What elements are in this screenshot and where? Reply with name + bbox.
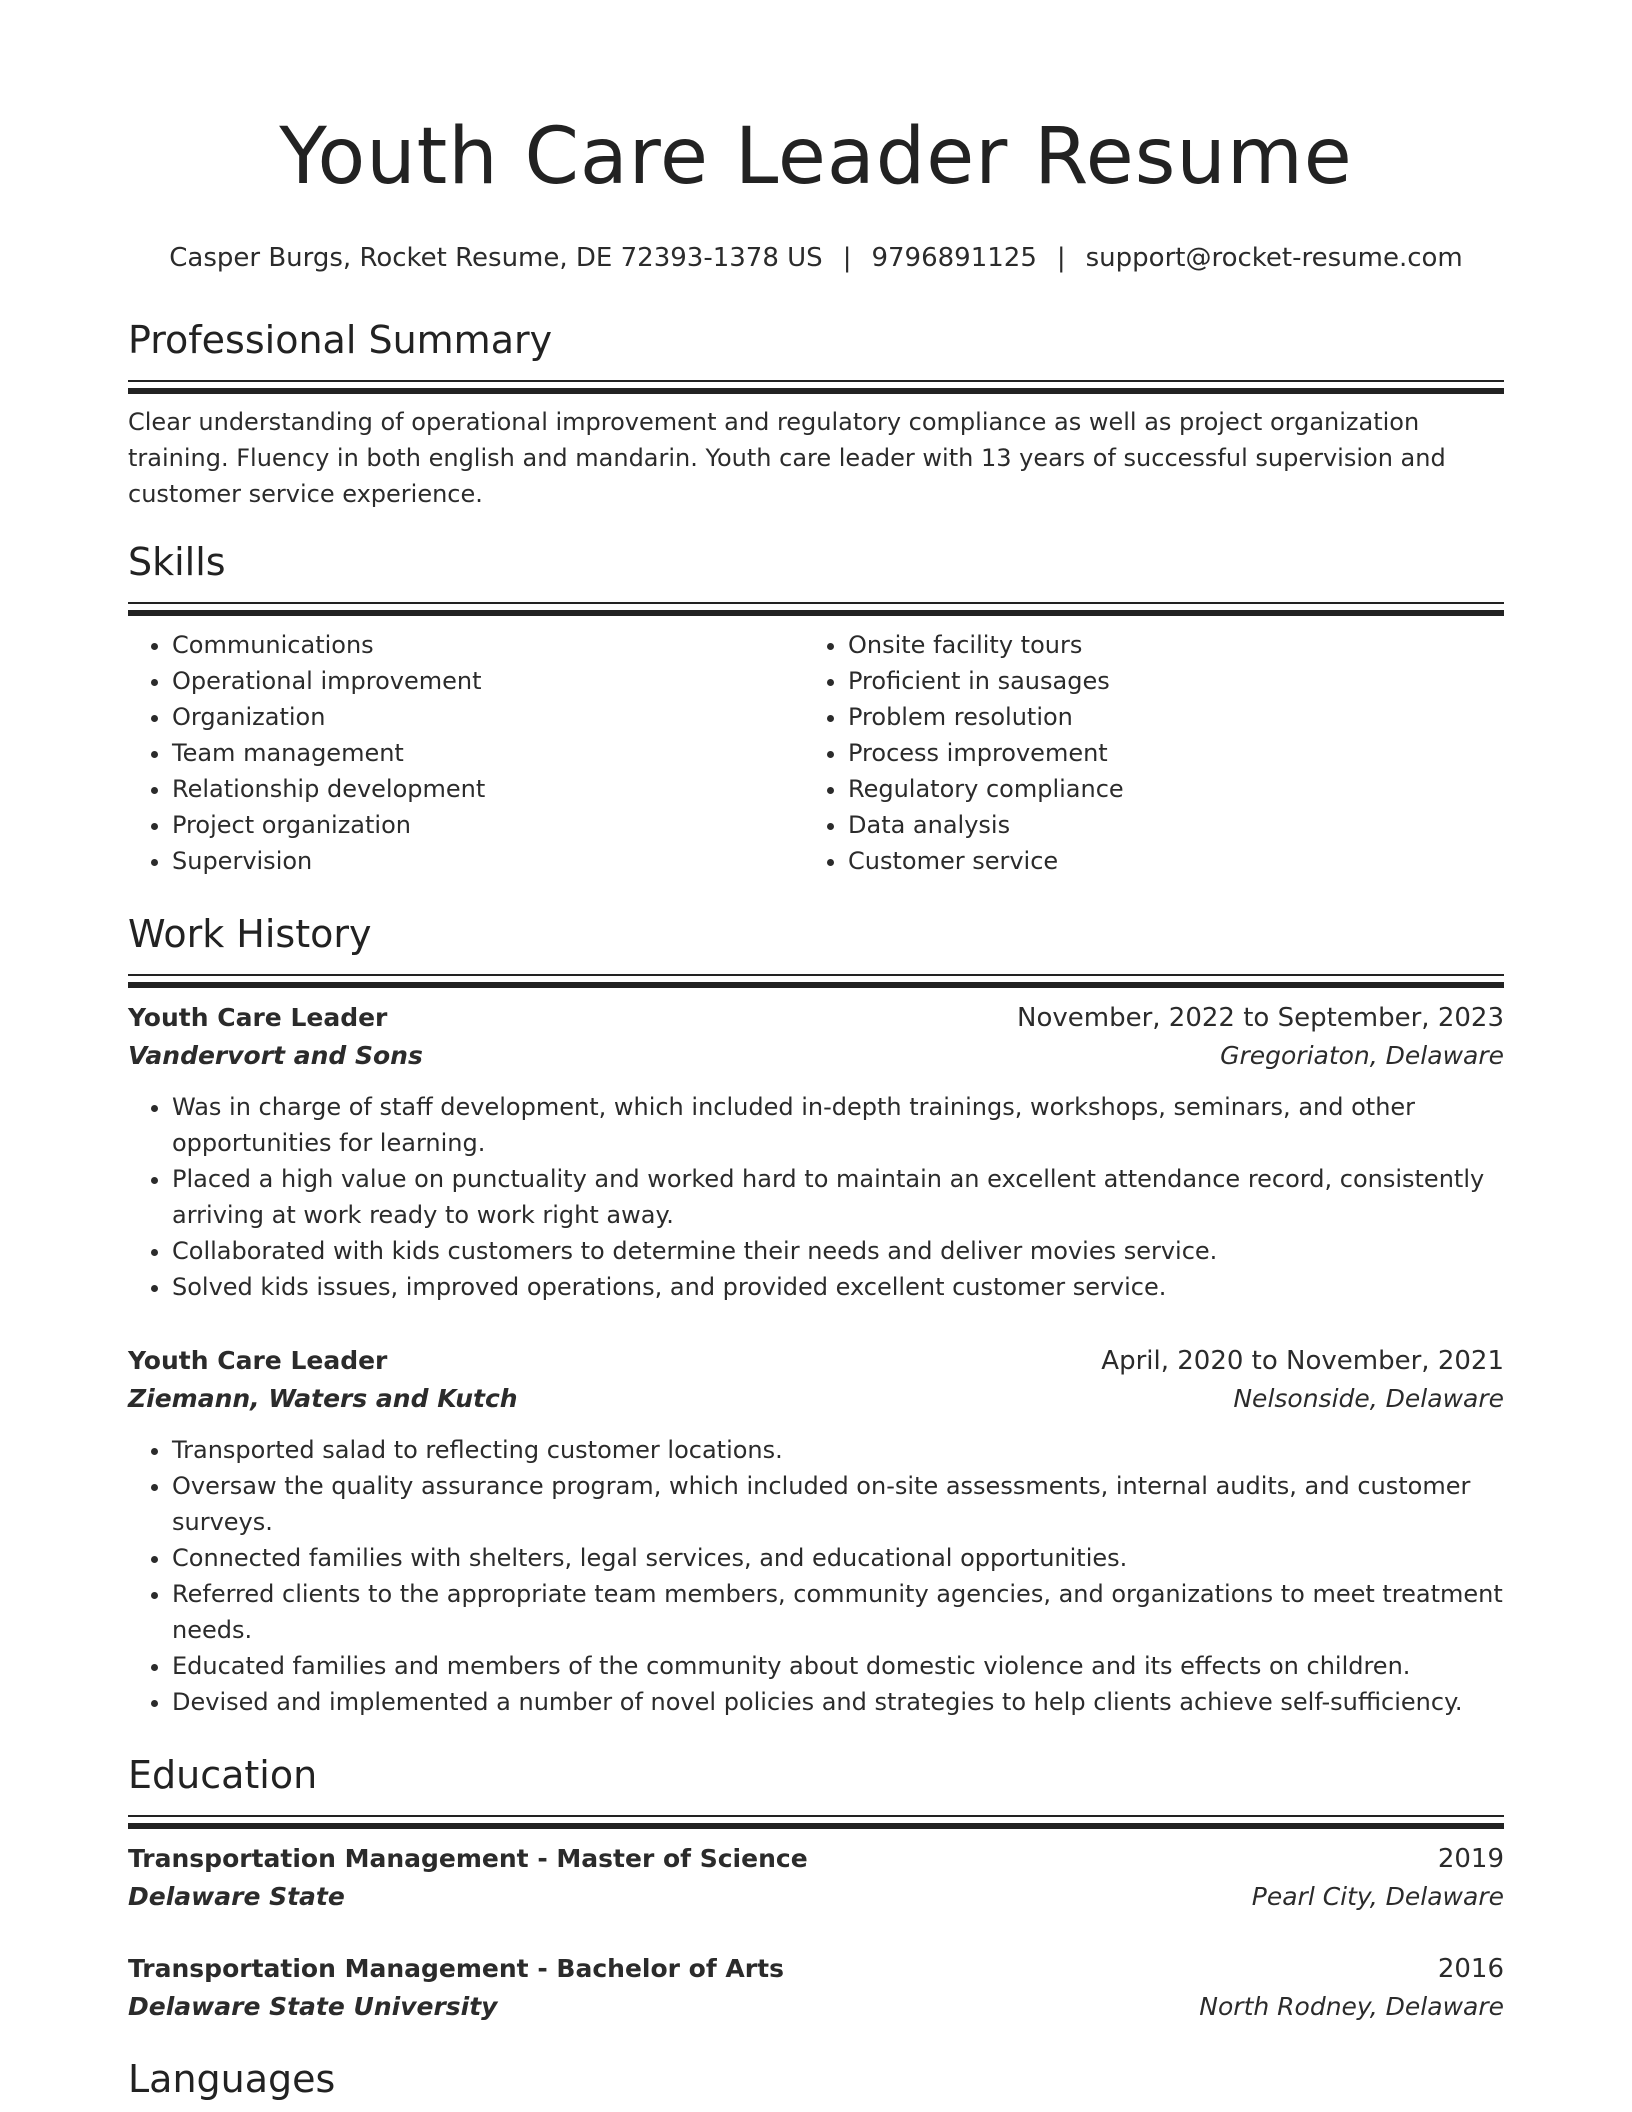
education-year: 2016 <box>1437 1954 1504 1984</box>
resume-title: Youth Care Leader Resume <box>279 112 1353 202</box>
contact-phone: 9796891125 <box>871 243 1037 273</box>
section-divider <box>128 1823 1504 1829</box>
education-location: Pearl City, Delaware <box>1251 1882 1504 1911</box>
skill-item: • Onsite facility tours <box>848 627 1444 663</box>
contact-address: Casper Burgs, Rocket Resume, DE 72393-1378 US <box>169 243 823 273</box>
skill-item: • Team management <box>172 735 768 771</box>
education-school: Delaware State University <box>128 1992 498 2021</box>
skill-item: • Data analysis <box>848 807 1444 843</box>
skill-item: • Organization <box>172 699 768 735</box>
job-responsibilities <box>128 1432 1504 1720</box>
section-divider <box>128 610 1504 616</box>
work-heading: Work History <box>128 912 372 956</box>
section-divider <box>128 388 1504 394</box>
section-divider <box>128 380 1504 382</box>
job-company: Ziemann, Waters and Kutch <box>128 1384 518 1413</box>
job-responsibilities <box>128 1089 1504 1305</box>
list-item: • Oversaw the quality assurance program, which included on-site assessments, internal audits, and customer surveys. <box>172 1468 1504 1540</box>
list-item: • Placed a high value on punctuality and worked hard to maintain an excellent attendance record, consistently arriving at work ready to work right away. <box>172 1161 1504 1233</box>
list-item: • Devised and implemented a number of novel policies and strategies to help clients achieve self-sufficiency. <box>172 1684 1504 1720</box>
languages-heading: Languages <box>128 2057 336 2101</box>
work-section-header <box>128 912 1504 988</box>
skills-column-left <box>128 627 768 879</box>
job-entry <box>128 1342 1504 1720</box>
skill-item: • Operational improvement <box>172 663 768 699</box>
list-item: • Was in charge of staff development, which included in-depth trainings, workshops, seminars, and other opportunities for learning. <box>172 1089 1504 1161</box>
skill-item: • Customer service <box>848 843 1444 879</box>
contact-separator: | <box>842 243 852 273</box>
list-item: • Educated families and members of the community about domestic violence and its effects on children. <box>172 1648 1504 1684</box>
list-item: • Collaborated with kids customers to determine their needs and deliver movies service. <box>172 1233 1504 1269</box>
education-entry <box>128 1840 1504 1916</box>
education-heading: Education <box>128 1753 318 1797</box>
skill-item: • Regulatory compliance <box>848 771 1444 807</box>
skills-list <box>128 627 1504 887</box>
education-degree: Transportation Management - Master of Science <box>128 1844 808 1873</box>
skills-section-header <box>128 540 1504 616</box>
education-school: Delaware State <box>128 1882 345 1911</box>
section-divider <box>128 1815 1504 1817</box>
education-degree: Transportation Management - Bachelor of Arts <box>128 1954 784 1983</box>
job-dates: November, 2022 to September, 2023 <box>1017 1003 1504 1033</box>
skill-item: • Communications <box>172 627 768 663</box>
section-divider <box>128 602 1504 604</box>
list-item: • Referred clients to the appropriate team members, community agencies, and organizations to meet treatment needs. <box>172 1576 1504 1648</box>
list-item: • Connected families with shelters, legal services, and educational opportunities. <box>172 1540 1504 1576</box>
summary-section-header <box>128 318 1504 394</box>
contact-email: support@rocket-resume.com <box>1085 243 1463 273</box>
languages-section-header <box>128 2057 1504 2101</box>
skill-item: • Project organization <box>172 807 768 843</box>
skill-item: • Proficient in sausages <box>848 663 1444 699</box>
education-year: 2019 <box>1437 1844 1504 1874</box>
skills-column-right <box>804 627 1444 879</box>
skill-item: • Process improvement <box>848 735 1444 771</box>
skills-heading: Skills <box>128 540 226 584</box>
job-location: Nelsonside, Delaware <box>1233 1384 1504 1413</box>
job-title: Youth Care Leader <box>128 1003 388 1032</box>
job-title: Youth Care Leader <box>128 1346 388 1375</box>
job-company: Vandervort and Sons <box>128 1041 423 1070</box>
section-divider <box>128 974 1504 976</box>
skill-item: • Supervision <box>172 843 768 879</box>
skill-item: • Problem resolution <box>848 699 1444 735</box>
section-divider <box>128 982 1504 988</box>
list-item: • Transported salad to reflecting customer locations. <box>172 1432 1504 1468</box>
contact-separator: | <box>1056 243 1066 273</box>
education-entry <box>128 1950 1504 2026</box>
education-section-header <box>128 1753 1504 1829</box>
resume-content <box>128 0 1504 2112</box>
summary-heading: Professional Summary <box>128 318 553 362</box>
list-item: • Solved kids issues, improved operations, and provided excellent customer service. <box>172 1269 1504 1305</box>
summary-text: Clear understanding of operational improvement and regulatory compliance as well as project organization training. Fluency in both english and mandarin. Youth care leader with 13 years of successful supervision and customer service experience. <box>128 408 1446 508</box>
job-location: Gregoriaton, Delaware <box>1220 1041 1504 1070</box>
job-dates: April, 2020 to November, 2021 <box>1101 1346 1504 1376</box>
job-entry <box>128 999 1504 1305</box>
skill-item: • Relationship development <box>172 771 768 807</box>
education-location: North Rodney, Delaware <box>1199 1992 1504 2021</box>
